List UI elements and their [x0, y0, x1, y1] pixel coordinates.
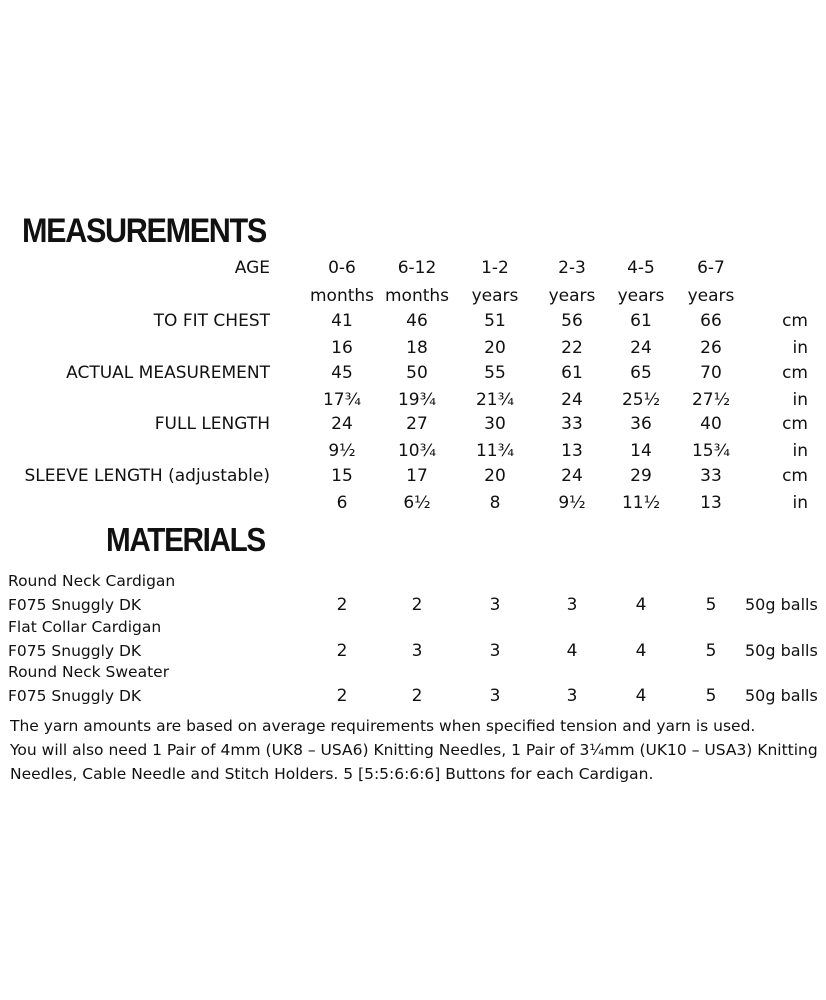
age-range: 4-5 [627, 258, 655, 278]
yarn-name: F075 Snuggly DK [8, 596, 142, 614]
unit-cm: cm [782, 414, 808, 434]
unit-cm: cm [782, 363, 808, 383]
age-label: AGE [234, 258, 270, 278]
age-unit: years [617, 286, 665, 306]
in-value: 21¾ [475, 390, 515, 410]
cm-value: 56 [561, 311, 583, 331]
ball-count: 3 [489, 641, 501, 661]
age-unit: years [548, 286, 596, 306]
in-value: 9½ [558, 493, 586, 513]
unit-in: in [792, 493, 808, 513]
age-unit: years [471, 286, 519, 306]
cm-value: 20 [484, 466, 506, 486]
age-range: 2-3 [558, 258, 586, 278]
cm-value: 40 [700, 414, 722, 434]
cm-value: 33 [561, 414, 583, 434]
in-value: 22 [561, 338, 583, 358]
ball-count: 3 [489, 686, 501, 706]
ball-count: 4 [566, 641, 578, 661]
yarn-name: F075 Snuggly DK [8, 687, 142, 705]
cm-value: 17 [406, 466, 428, 486]
in-value: 24 [630, 338, 652, 358]
cm-value: 29 [630, 466, 652, 486]
measurement-label: SLEEVE LENGTH (adjustable) [24, 466, 270, 486]
age-unit: months [384, 286, 450, 306]
in-value: 17¾ [322, 390, 362, 410]
in-value: 10¾ [397, 441, 437, 461]
ball-count: 4 [635, 641, 647, 661]
yarn-name: F075 Snuggly DK [8, 642, 142, 660]
age-range: 0-6 [328, 258, 356, 278]
note-line: You will also need 1 Pair of 4mm (UK8 – USA6) Knitting Needles, 1 Pair of 3¼mm (UK10 – USA3) Knitting [10, 741, 818, 759]
measurement-label: ACTUAL MEASUREMENT [66, 363, 270, 383]
ball-count: 2 [336, 595, 348, 615]
cm-value: 66 [700, 311, 722, 331]
age-unit: months [309, 286, 375, 306]
cm-value: 24 [331, 414, 353, 434]
garment-name: Round Neck Cardigan [8, 572, 176, 590]
in-value: 13 [561, 441, 583, 461]
cm-value: 70 [700, 363, 722, 383]
ball-count: 3 [411, 641, 423, 661]
in-value: 11½ [621, 493, 661, 513]
measurement-label: FULL LENGTH [154, 414, 270, 434]
ball-count: 3 [489, 595, 501, 615]
garment-name: Round Neck Sweater [8, 663, 170, 681]
in-value: 11¾ [475, 441, 515, 461]
cm-value: 45 [331, 363, 353, 383]
cm-value: 33 [700, 466, 722, 486]
ball-count: 2 [411, 686, 423, 706]
in-value: 27½ [691, 390, 731, 410]
measurements-heading: MEASUREMENTS [22, 212, 266, 250]
ball-unit: 50g balls [745, 686, 818, 705]
age-range: 6-7 [697, 258, 725, 278]
cm-value: 61 [630, 311, 652, 331]
cm-value: 65 [630, 363, 652, 383]
ball-count: 4 [635, 686, 647, 706]
note-line: The yarn amounts are based on average requirements when specified tension and yarn is used. [10, 717, 756, 735]
ball-count: 5 [705, 641, 717, 661]
cm-value: 51 [484, 311, 506, 331]
in-value: 16 [331, 338, 353, 358]
age-unit: years [687, 286, 735, 306]
in-value: 15¾ [691, 441, 731, 461]
cm-value: 55 [484, 363, 506, 383]
cm-value: 27 [406, 414, 428, 434]
in-value: 20 [484, 338, 506, 358]
ball-unit: 50g balls [745, 641, 818, 660]
unit-cm: cm [782, 311, 808, 331]
ball-count: 3 [566, 686, 578, 706]
cm-value: 24 [561, 466, 583, 486]
age-range: 1-2 [481, 258, 509, 278]
ball-count: 5 [705, 686, 717, 706]
in-value: 13 [700, 493, 722, 513]
ball-count: 5 [705, 595, 717, 615]
ball-count: 2 [411, 595, 423, 615]
in-value: 6 [336, 493, 348, 513]
ball-unit: 50g balls [745, 595, 818, 614]
materials-heading: MATERIALS [106, 521, 265, 558]
in-value: 8 [489, 493, 501, 513]
cm-value: 50 [406, 363, 428, 383]
ball-count: 3 [566, 595, 578, 615]
ball-count: 2 [336, 641, 348, 661]
in-value: 9½ [328, 441, 356, 461]
cm-value: 30 [484, 414, 506, 434]
in-value: 25½ [621, 390, 661, 410]
garment-name: Flat Collar Cardigan [8, 618, 162, 636]
in-value: 26 [700, 338, 722, 358]
unit-cm: cm [782, 466, 808, 486]
cm-value: 36 [630, 414, 652, 434]
cm-value: 41 [331, 311, 353, 331]
cm-value: 15 [331, 466, 353, 486]
unit-in: in [792, 338, 808, 358]
note-line: Needles, Cable Needle and Stitch Holders. 5 [5:5:6:6:6] Buttons for each Cardigan. [10, 765, 654, 783]
in-value: 14 [630, 441, 652, 461]
in-value: 24 [561, 390, 583, 410]
cm-value: 46 [406, 311, 428, 331]
unit-in: in [792, 390, 808, 410]
in-value: 18 [406, 338, 428, 358]
ball-count: 4 [635, 595, 647, 615]
cm-value: 61 [561, 363, 583, 383]
in-value: 19¾ [397, 390, 437, 410]
age-range: 6-12 [397, 258, 437, 278]
ball-count: 2 [336, 686, 348, 706]
unit-in: in [792, 441, 808, 461]
in-value: 6½ [403, 493, 431, 513]
measurement-label: TO FIT CHEST [153, 311, 270, 331]
